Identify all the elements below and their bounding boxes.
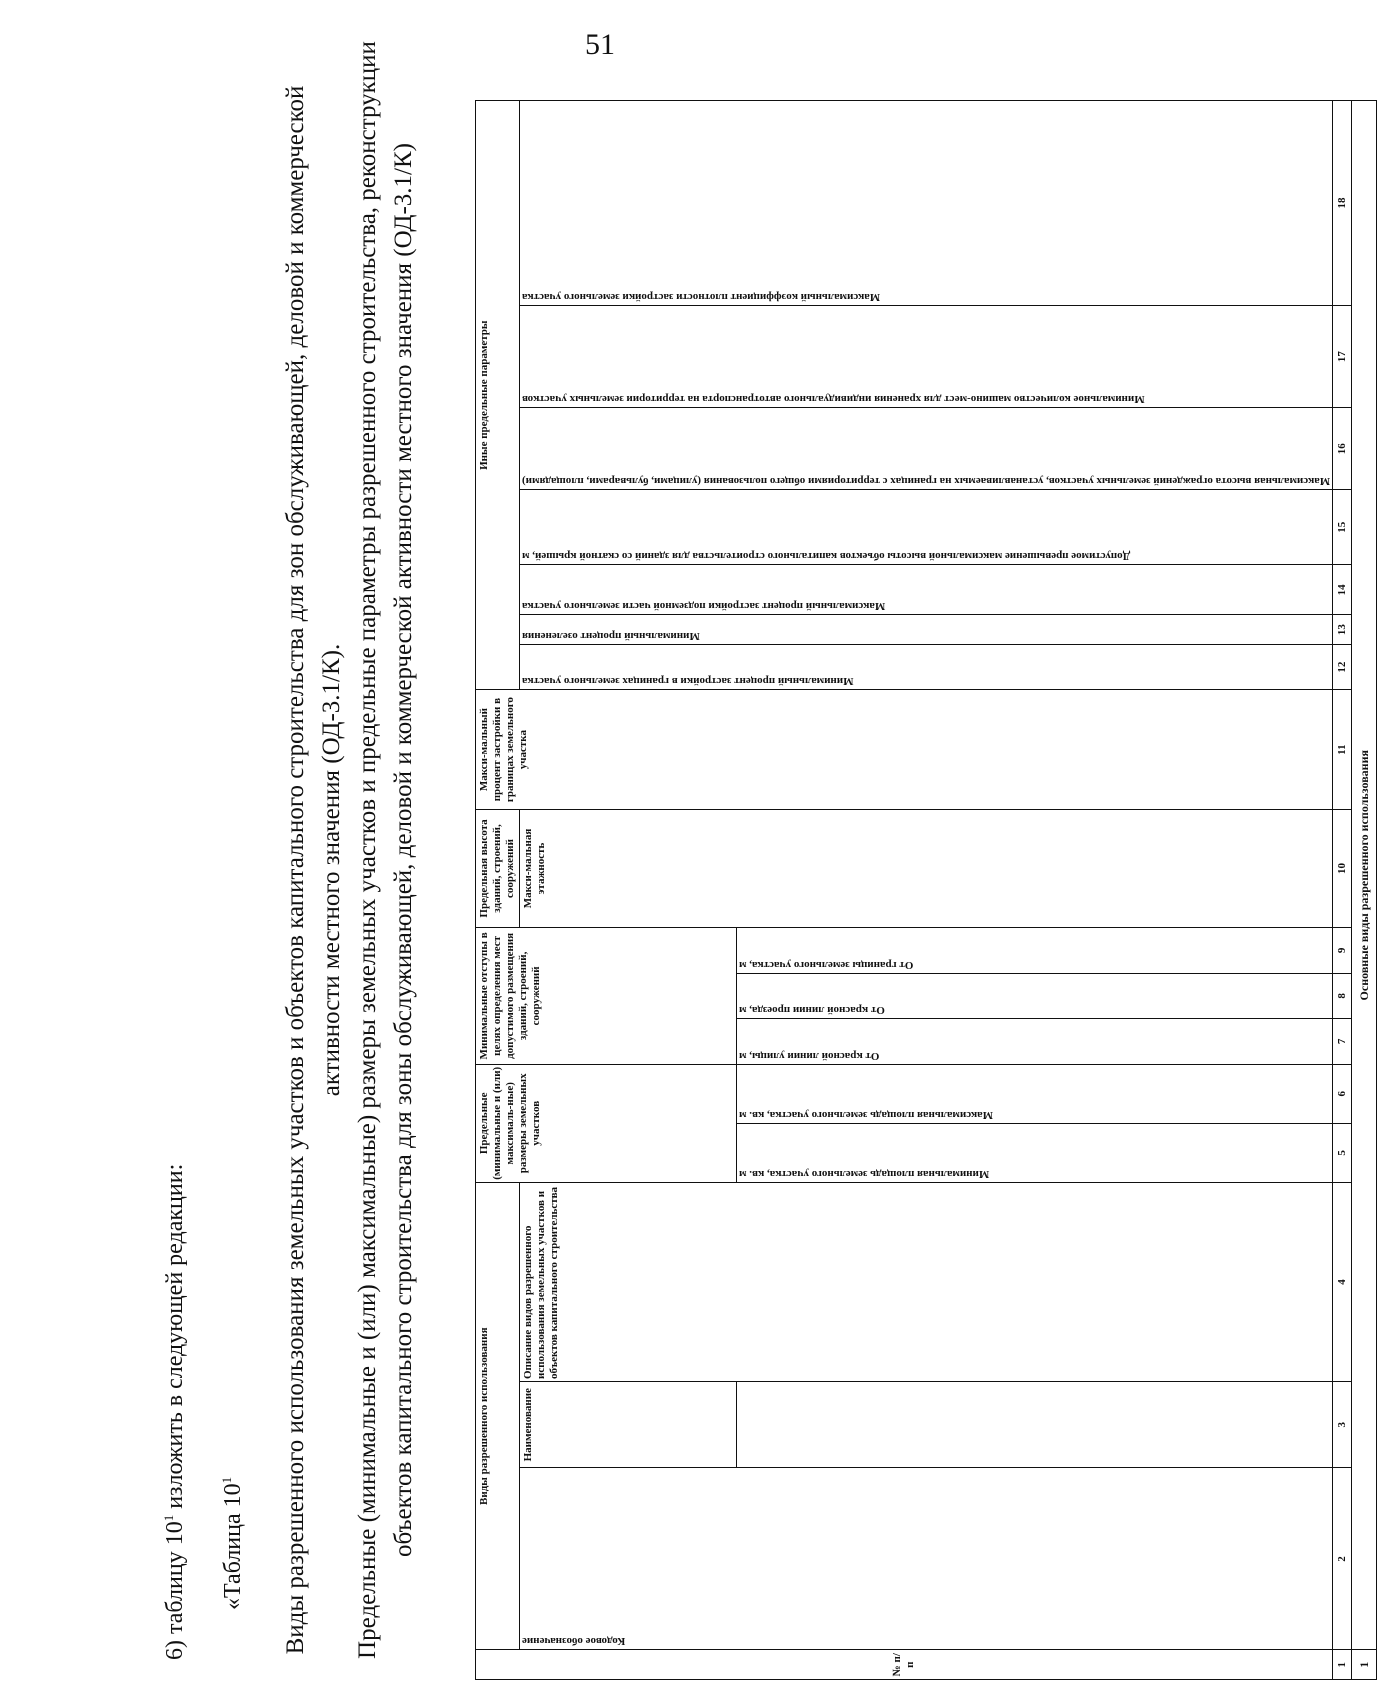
header-code: Кодовое обозначение bbox=[520, 1468, 1333, 1650]
col-num: 14 bbox=[1333, 565, 1352, 615]
intro-line-2: «Таблица $10^1$ bbox=[219, 1476, 246, 1610]
col-num: 4 bbox=[1333, 1182, 1352, 1381]
row-num: 1 bbox=[1352, 1650, 1377, 1680]
table-title-1: Виды разрешенного использования земельных участков и объектов капитального строительства для зон обслуживающей, деловой и коммерческой активности местного значения (ОД-3.1/К). bbox=[282, 85, 345, 1655]
header-name-body bbox=[736, 1382, 1332, 1468]
col-num: 11 bbox=[1333, 690, 1352, 809]
rotated-page-content bbox=[150, 20, 1371, 1680]
col-num: 6 bbox=[1333, 1064, 1352, 1123]
col-num: 18 bbox=[1333, 101, 1352, 306]
header-other: Иные предельные параметры bbox=[476, 101, 520, 690]
basic-types-row bbox=[1352, 101, 1377, 1680]
col-num: 2 bbox=[1333, 1468, 1352, 1650]
header-max-pct: Макси-мальный процент застройки в границах земельного участка bbox=[476, 690, 1333, 809]
header-p18: Максимальный коэффициент плотности застройки земельного участка bbox=[520, 101, 1333, 306]
header-max-area: Максимальная площадь земельного участка, кв. м bbox=[736, 1064, 1332, 1123]
header-desc: Описание видов разрешенного использования земельных участков и объектов капитального строительства bbox=[520, 1182, 1333, 1381]
header-num: № п/п bbox=[476, 1650, 1333, 1680]
header-height: Предельная высота зданий, строений, сооружений bbox=[476, 809, 520, 927]
intro-line-1: 6) таблицу $10^1$ изложить в следующей редакции: bbox=[161, 1163, 188, 1660]
header-vri: Виды разрешенного использования bbox=[476, 1182, 520, 1650]
header-red-street: От красной линии улицы, м bbox=[736, 1019, 1332, 1065]
header-min-area: Минимальная площадь земельного участка, кв. м bbox=[736, 1123, 1332, 1182]
header-p12: Минимальный процент застройки в границах земельного участка bbox=[520, 644, 1333, 690]
col-num: 12 bbox=[1333, 644, 1352, 690]
col-num: 13 bbox=[1333, 615, 1352, 645]
header-name: Наименование bbox=[520, 1382, 737, 1468]
col-num: 9 bbox=[1333, 928, 1352, 974]
header-p13: Минимальный процент озеленения bbox=[520, 615, 1333, 645]
col-num: 10 bbox=[1333, 809, 1352, 927]
col-num: 7 bbox=[1333, 1019, 1352, 1065]
header-setbacks: Минимальные отступы в целях определения мест допустимого размещения зданий, строений, сооружений bbox=[476, 928, 737, 1065]
table-title-2: Предельные (минимальные и (или) максимальные) размеры земельных участков и предельные параметры разрешенного строительства, реконструкции объектов капитального строительства для зоны обслуживающей, деловой и коммерческой активности местного значения (ОД-3.1/К) bbox=[354, 41, 417, 1659]
header-border: От границы земельного участка, м bbox=[736, 928, 1332, 974]
col-num: 16 bbox=[1333, 408, 1352, 490]
header-floors: Макси-мальная этажность bbox=[520, 809, 1333, 927]
col-num: 15 bbox=[1333, 490, 1352, 565]
header-p17: Минимальное количество машино-мест для хранения индивидуального автотранспорта на территории земельных участков bbox=[520, 305, 1333, 407]
col-num: 3 bbox=[1333, 1382, 1352, 1468]
col-num: 17 bbox=[1333, 305, 1352, 407]
header-p15: Допустимое превышение максимальной высоты объектов капитального строительства для зданий со скатной крышей, м bbox=[520, 490, 1333, 565]
col-num: 8 bbox=[1333, 973, 1352, 1019]
column-numbers-row bbox=[1333, 101, 1352, 1680]
basic-types-label: Основные виды разрешенного использования bbox=[1352, 101, 1377, 1650]
page-number: 51 bbox=[585, 28, 615, 61]
header-p14: Максимальный процент застройки подземной части земельного участка bbox=[520, 565, 1333, 615]
parameters-table bbox=[475, 100, 1371, 1680]
col-num: 5 bbox=[1333, 1123, 1352, 1182]
header-red-drive: От красной линии проезда, м bbox=[736, 973, 1332, 1019]
header-p16: Максимальная высота ограждений земельных участков, устанавливаемых на границах с территориями общего пользования (улицами, бульварами, площадями) bbox=[520, 408, 1333, 490]
header-size: Предельные (минимальные и (или) максималь-ные) размеры земельных участков bbox=[476, 1064, 737, 1182]
col-num: 1 bbox=[1333, 1650, 1352, 1680]
